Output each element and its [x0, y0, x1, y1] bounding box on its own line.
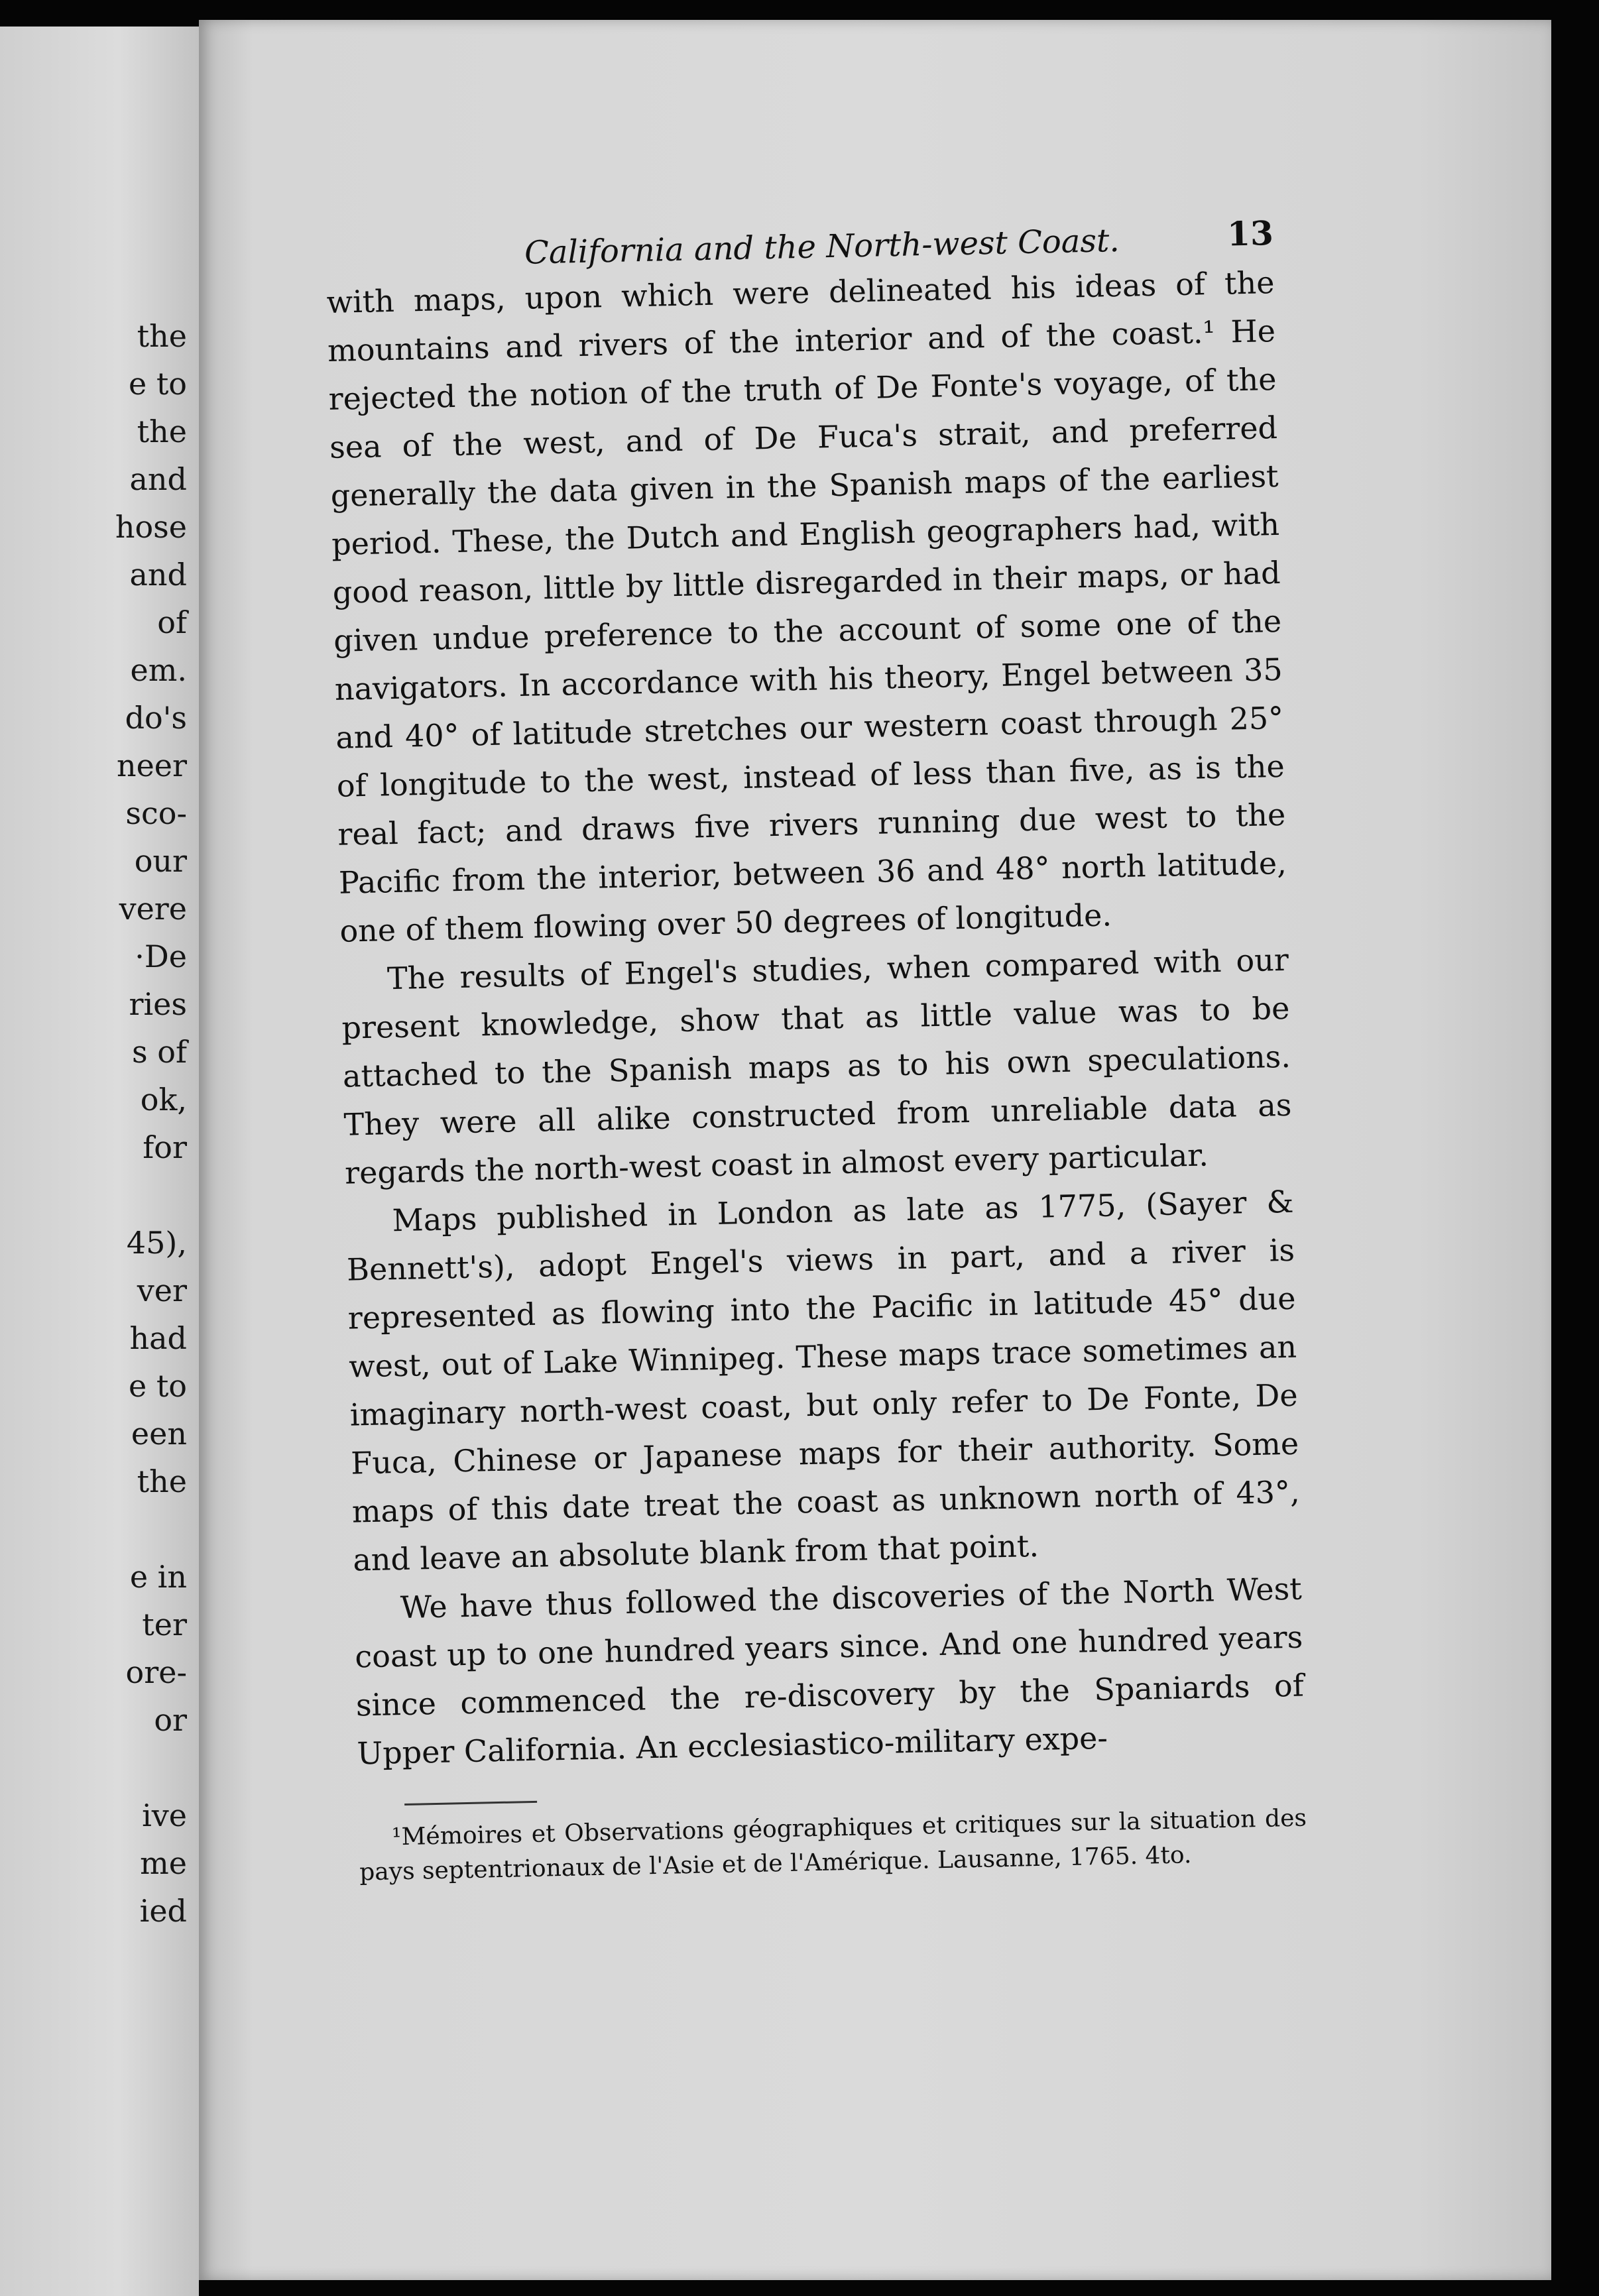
left-fragment: sco-	[125, 795, 187, 831]
footnote-rule	[404, 1801, 537, 1806]
left-fragment: and	[129, 461, 187, 497]
left-fragment: me	[140, 1845, 187, 1881]
left-fragment: the	[137, 318, 187, 354]
left-fragment: ver	[137, 1273, 187, 1308]
left-fragment: ore-	[125, 1654, 187, 1690]
left-fragment: ok,	[140, 1082, 187, 1118]
left-fragment: do's	[125, 700, 187, 736]
left-fragment: ries	[129, 986, 187, 1022]
left-fragment: hose	[115, 509, 187, 545]
paragraph: We have thus followed the discoveries of the North West coast up to one hundred years since. And one hundred years since commenced the re-discovery by the Spaniards of Upper California. An ecclesiastico-military expe-	[354, 1570, 1305, 1772]
paragraph: Maps published in London as late as 1775, (Sayer & Bennett's), adopt Engel's views in part, and a river is represented as flowing into the Pacific in latitude 45° due west, out of Lake Winnipeg. These maps trace sometimes an imaginary north-west coast, but only refer to De Fonte, De Fuca, Chinese or Japanese maps for their authority. Some maps of this date treat the coast as unknown north of 43°, and leave an absolute blank from that point.	[346, 1183, 1301, 1578]
left-fragment: for	[143, 1129, 187, 1165]
left-fragment: of	[157, 604, 187, 640]
left-fragment: had	[129, 1320, 187, 1356]
left-fragment: ·De	[135, 939, 187, 974]
left-facing-page	[0, 27, 199, 2296]
left-fragment: the	[137, 1464, 187, 1499]
left-fragment: em.	[130, 652, 187, 688]
left-fragment: or	[154, 1702, 187, 1738]
body-text	[326, 258, 1305, 1778]
footnote: ¹Mémoires et Observations géographiques et critiques sur la situation des pays septentrionaux de l'Asie et de l'Amérique. Lausanne, 1765. 4to.	[359, 1804, 1307, 1886]
left-fragment: e to	[128, 1368, 187, 1404]
left-fragment: vere	[119, 891, 187, 927]
left-fragment: ter	[142, 1607, 187, 1642]
left-fragment: een	[131, 1416, 187, 1452]
book-page	[199, 20, 1551, 2280]
left-fragment: e to	[128, 366, 187, 402]
page-text-block	[325, 199, 1308, 1890]
paragraph: with maps, upon which were delineated his ideas of the mountains and rivers of the interior and of the coast.¹ He rejected the notion of the truth of De Fonte's voyage, of the sea of the west, and of De Fuca's strait, and preferred generally the data given in the Spanish maps of the earliest period. These, the Dutch and English geographers had, with good reason, little by little disregarded in their maps, or had given undue preference to the account of some one of the navigators. In accordance with his theory, Engel between 35 and 40° of latitude stretches our western coast through 25° of longitude to the west, instead of less than five, as is the real fact; and draws five rivers running due west to the Pacific from the interior, between 36 and 48° north latitude, one of them flowing over 50 degrees of longitude.	[326, 264, 1287, 949]
left-fragment: ive	[142, 1798, 187, 1833]
left-fragment: e in	[129, 1559, 187, 1595]
left-fragment: 45),	[126, 1225, 187, 1261]
running-title: California and the North-west Coast.	[524, 221, 1120, 272]
left-fragment: neer	[116, 748, 187, 783]
left-fragment: our	[134, 843, 187, 879]
left-fragment: and	[129, 557, 187, 593]
page-number: 13	[1226, 213, 1274, 254]
left-fragment: s of	[132, 1034, 187, 1070]
left-fragment: the	[137, 414, 187, 449]
left-fragment: ied	[139, 1893, 187, 1929]
paragraph: The results of Engel's studies, when compared with our present knowledge, show that as little value was to be attached to the Spanish maps as to his own speculations. They were all alike constructed from unreliable data as regards the north-west coast in almost every particular.	[341, 941, 1292, 1191]
